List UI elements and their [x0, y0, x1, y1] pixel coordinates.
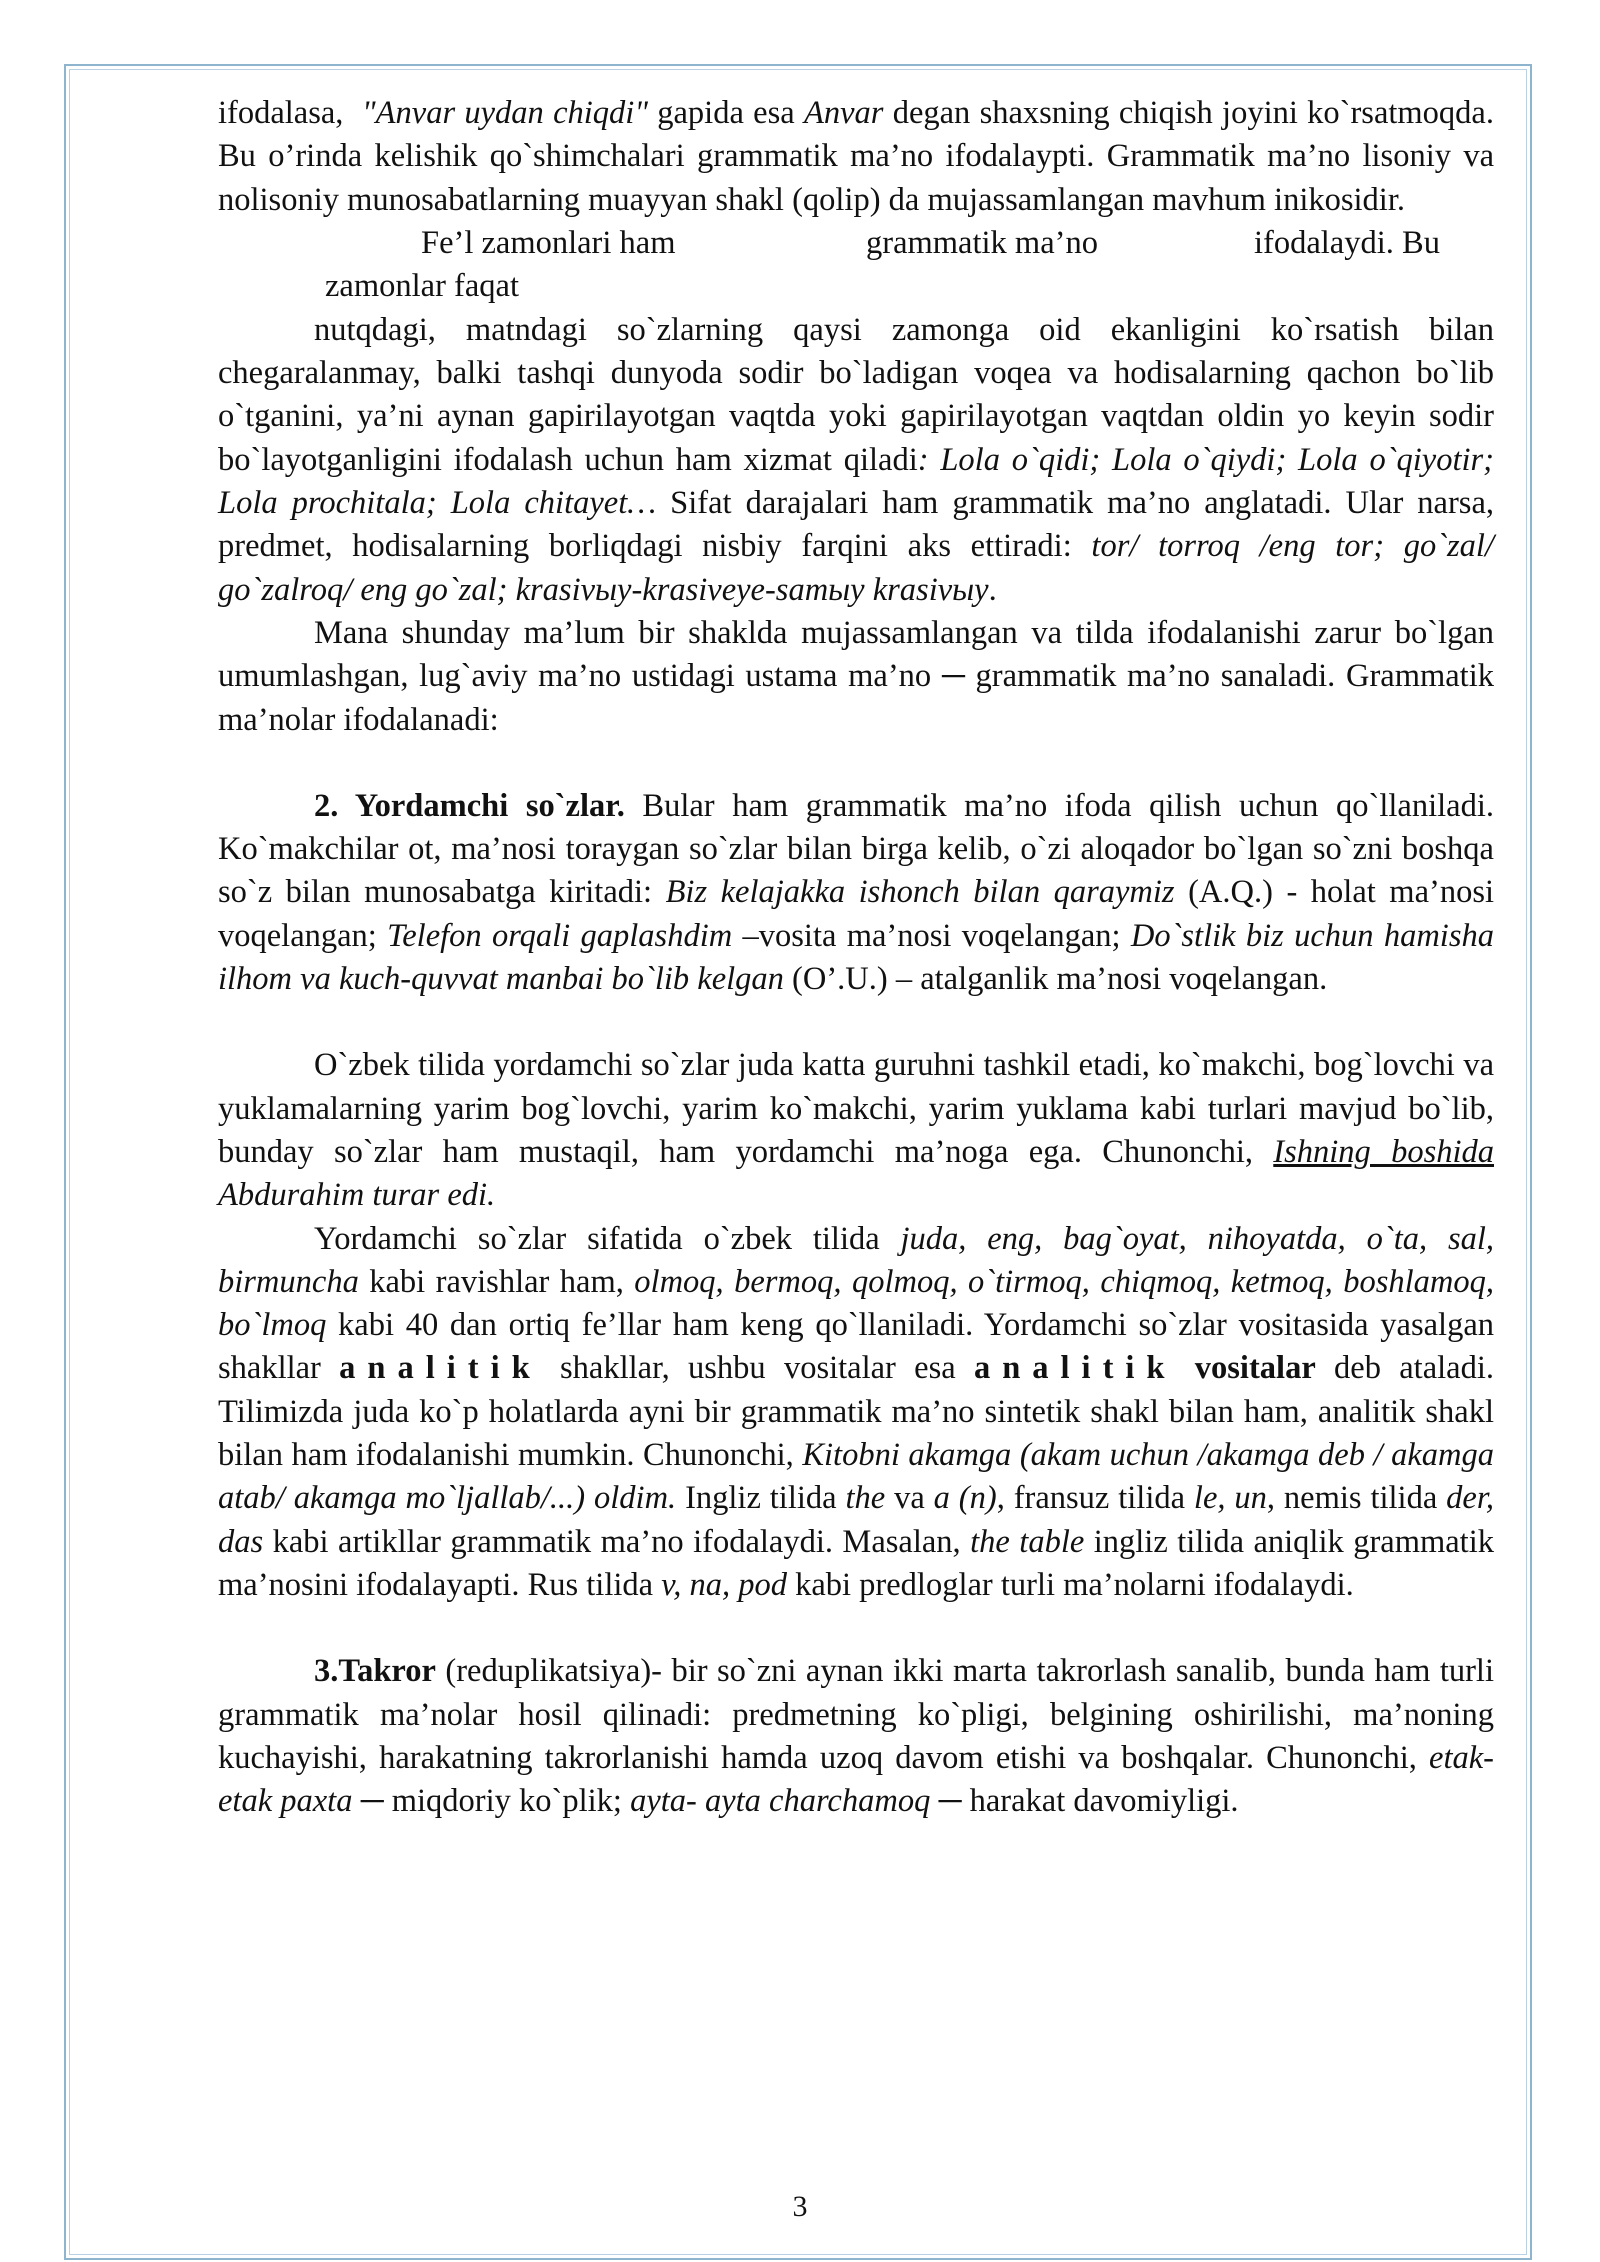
tense-line: Fe’l zamonlari ham grammatik ma’no ifodalaydi. Bu zamonlar faqat	[325, 224, 1440, 304]
paragraph-6: Yordamchi so`zlar sifatida o`zbek tilida juda, eng, bag`oyat, nihoyatda, o`ta, sal, birmuncha kabi ravishlar ham, olmoq, bermoq, qolmoq, o`tirmoq, chiqmoq, ketmoq, boshlamoq, bo`lmoq kabi 40 dan ortiq fe’llar ham keng qo`llaniladi. Yordamchi so`zlar vositasida yasalgan shakllar analitik shakllar, ushbu vositalar esa analitik vositalar deb ataladi. Tilimizda juda ko`p holatlarda ayni bir grammatik ma’no sintetik shakl bilan ham, analitik shakl bilan ham ifodalanishi mumkin. Chunonchi, Kitobni akamga (akam uchun /akamga deb / akamga atab/ akamga mo`ljallab/...) oldim. Ingliz tilida the va a (n), fransuz tilida le, un, nemis tilida der, das kabi artikllar grammatik ma’no ifodalaydi. Masalan, the table ingliz tilida aniqlik grammatik ma’nosini ifodalayapti. Rus tilida v, na, pod kabi predloglar turli ma’nolarni ifodalaydi.	[218, 1220, 1494, 1603]
paragraph-3: Mana shunday ma’lum bir shaklda mujassamlangan va tilda ifodalanishi zarur bo`lgan umumlashgan, lug`aviy ma’no ustidagi ustama ma’no ─ grammatik ma’no sanaladi. Grammatik ma’nolar ifodalanadi:	[218, 614, 1494, 738]
paragraph-reduplication: 3.Takror (reduplikatsiya)- bir so`zni aynan ikki marta takrorlash sanalib, bunda ham turli grammatik ma’nolar hosil qilinadi: predmetning ko`pligi, belgining oshirilishi, ma’noning kuchayishi, harakatning takrorlanishi hamda uzoq davom etishi va boshqalar. Chunonchi, etak-etak paxta ─ miqdoriy ko`plik; ayta- ayta charchamoq ─ harakat davomiyligi.	[218, 1653, 1494, 1820]
paragraph-helper-words: 2. Yordamchi so`zlar. Bular ham grammatik ma’no ifoda qilish uchun qo`llaniladi. Ko`makchilar ot, ma’nosi toraygan so`zlar bilan birga kelib, o`zi aloqador bo`lgan so`zni boshqa so`z bilan munosabatga kiritadi: Biz kelajakka ishonch bilan qaraymiz (A.Q.) - holat ma’nosi voqelangan; Telefon orqali gaplashdim –vosita ma’nosi voqelangan; Do`stlik biz uchun hamisha ilhom va kuch-quvvat manbai bo`lib kelgan (O’.U.) – atalganlik ma’nosi voqelangan.	[218, 787, 1494, 998]
section-heading: 3.Takror	[314, 1653, 436, 1690]
paragraph-2: nutqdagi, matndagi so`zlarning qaysi zamonga oid ekanligini ko`rsatish bilan chegaralanmay, balki tashqi dunyoda sodir bo`ladigan voqea va hodisalarning qachon bo`lib o`tganini, ya’ni aynan gapirilayotgan vaqtda yoki gapirilayotgan vaqtdan oldin yo keyin sodir bo`layotganligini ifodalash uchun ham xizmat qiladi: Lola o`qidi; Lola o`qiydi; Lola o`qiyotir; Lola prochitala; Lola chitayet… Sifat darajalari ham grammatik ma’no anglatadi. Ular narsa, predmet, hodisalarning borliqdagi nisbiy farqini aks ettiradi: tor/ torroq /eng tor; go`zal/ go`zalroq/ eng go`zal; krasivыy-krasiveye-samыy krasivыy.	[218, 311, 1495, 608]
document-body	[218, 92, 1494, 1823]
section-heading: 2. Yordamchi so`zlar.	[314, 787, 625, 824]
paragraph-1: ifodalasa, "Anvar uydan chiqdi" gapida esa Anvar degan shaxsning chiqish joyini ko`rsatmoqda. Bu o’rinda kelishik qo`shimchalari grammatik ma’no ifodalaypti. Grammatik ma’no lisoniy va nolisoniy munosabatlarning muayyan shakl (qolip) da mujassamlangan mavhum inikosidir.	[218, 95, 1494, 218]
paragraph-5: O`zbek tilida yordamchi so`zlar juda katta guruhni tashkil etadi, ko`makchi, bog`lovchi va yuklamalarning yarim bog`lovchi, yarim ko`makchi, yarim yuklama kabi turlari mavjud bo`lib, bunday so`zlar ham mustaqil, ham yordamchi ma’noga ega. Chunonchi, Ishning boshida Abdurahim turar edi.	[218, 1047, 1494, 1214]
page-number: 3	[792, 2190, 808, 2223]
